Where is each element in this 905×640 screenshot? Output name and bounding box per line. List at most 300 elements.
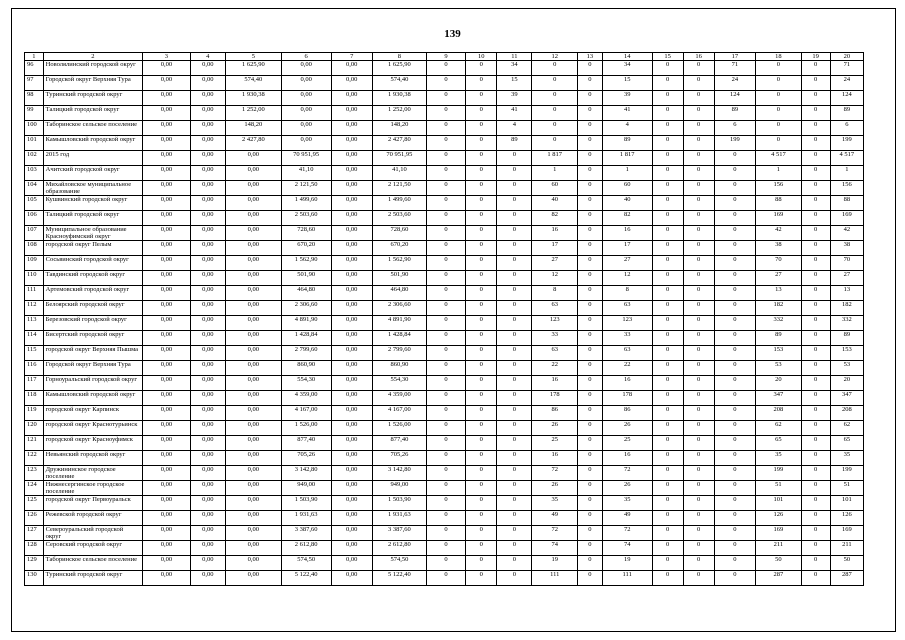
value-cell: 0	[426, 571, 465, 586]
table-row	[25, 166, 864, 181]
value-cell: 0,00	[190, 256, 225, 271]
value-cell: 0	[683, 271, 714, 286]
value-cell: 0	[578, 181, 603, 196]
value-cell: 464,80	[372, 286, 426, 301]
value-cell: 0	[801, 421, 830, 436]
value-cell: 705,26	[281, 451, 331, 466]
value-cell: 1 562,90	[372, 256, 426, 271]
table-row	[25, 481, 864, 496]
value-cell: 0	[801, 541, 830, 556]
value-cell: 0	[497, 361, 532, 376]
value-cell: 0	[756, 76, 802, 91]
value-cell: 2 612,80	[372, 541, 426, 556]
value-cell: 0	[801, 196, 830, 211]
value-cell: 0	[578, 346, 603, 361]
value-cell: 0	[466, 556, 497, 571]
value-cell: 0,00	[143, 541, 191, 556]
value-cell: 123	[532, 316, 578, 331]
value-cell: 0	[683, 286, 714, 301]
value-cell: 0,00	[331, 376, 372, 391]
value-cell: 153	[756, 346, 802, 361]
value-cell: 670,20	[372, 241, 426, 256]
value-cell: 70 951,95	[281, 151, 331, 166]
value-cell: 0,00	[190, 571, 225, 586]
value-cell: 0	[466, 331, 497, 346]
value-cell: 0	[426, 61, 465, 76]
row-number-cell: 96	[25, 61, 44, 76]
value-cell: 1 526,00	[281, 421, 331, 436]
municipality-cell: Михайловское муниципальное образование	[43, 181, 142, 196]
value-cell: 0	[497, 406, 532, 421]
value-cell: 4 359,00	[372, 391, 426, 406]
value-cell: 0	[466, 181, 497, 196]
value-cell: 574,50	[281, 556, 331, 571]
value-cell: 71	[830, 61, 863, 76]
value-cell: 0,00	[190, 361, 225, 376]
value-cell: 0	[497, 316, 532, 331]
value-cell: 0	[578, 136, 603, 151]
value-cell: 0	[652, 256, 683, 271]
value-cell: 0	[466, 376, 497, 391]
value-cell: 0	[652, 241, 683, 256]
value-cell: 0	[652, 541, 683, 556]
value-cell: 0	[532, 91, 578, 106]
value-cell: 0,00	[190, 346, 225, 361]
value-cell: 0	[714, 541, 755, 556]
value-cell: 16	[532, 226, 578, 241]
table-row	[25, 91, 864, 106]
column-header: 4	[190, 53, 225, 61]
value-cell: 74	[532, 541, 578, 556]
row-number-cell: 105	[25, 196, 44, 211]
value-cell: 39	[497, 91, 532, 106]
value-cell: 0	[426, 481, 465, 496]
value-cell: 0	[683, 196, 714, 211]
value-cell: 2 503,60	[281, 211, 331, 226]
value-cell: 0	[714, 271, 755, 286]
table-row	[25, 151, 864, 166]
value-cell: 2 612,80	[281, 541, 331, 556]
value-cell: 53	[756, 361, 802, 376]
value-cell: 949,00	[372, 481, 426, 496]
value-cell: 0	[683, 541, 714, 556]
value-cell: 0	[578, 376, 603, 391]
value-cell: 33	[532, 331, 578, 346]
value-cell: 0,00	[225, 376, 281, 391]
value-cell: 0,00	[143, 361, 191, 376]
value-cell: 62	[756, 421, 802, 436]
value-cell: 0	[683, 421, 714, 436]
value-cell: 0,00	[143, 346, 191, 361]
value-cell: 0	[652, 211, 683, 226]
table-row	[25, 346, 864, 361]
table-row	[25, 76, 864, 91]
value-cell: 501,90	[372, 271, 426, 286]
value-cell: 0	[714, 316, 755, 331]
value-cell: 0,00	[190, 121, 225, 136]
value-cell: 0	[801, 406, 830, 421]
value-cell: 0	[466, 316, 497, 331]
value-cell: 17	[602, 241, 652, 256]
value-cell: 89	[756, 331, 802, 346]
value-cell: 0,00	[190, 421, 225, 436]
value-cell: 0,00	[331, 271, 372, 286]
value-cell: 0	[714, 166, 755, 181]
value-cell: 0	[652, 526, 683, 541]
value-cell: 0	[578, 211, 603, 226]
row-number-cell: 106	[25, 211, 44, 226]
row-number-cell: 125	[25, 496, 44, 511]
value-cell: 0,00	[190, 406, 225, 421]
value-cell: 0,00	[143, 181, 191, 196]
value-cell: 0	[714, 331, 755, 346]
value-cell: 0	[652, 226, 683, 241]
value-cell: 0,00	[225, 556, 281, 571]
value-cell: 0,00	[331, 451, 372, 466]
municipality-cell: городской округ Верхняя Пышма	[43, 346, 142, 361]
value-cell: 0	[497, 196, 532, 211]
value-cell: 22	[602, 361, 652, 376]
value-cell: 0,00	[143, 271, 191, 286]
value-cell: 124	[714, 91, 755, 106]
value-cell: 19	[602, 556, 652, 571]
value-cell: 0	[801, 151, 830, 166]
value-cell: 51	[830, 481, 863, 496]
value-cell: 101	[830, 496, 863, 511]
row-number-cell: 104	[25, 181, 44, 196]
value-cell: 0	[683, 376, 714, 391]
row-number-cell: 101	[25, 136, 44, 151]
value-cell: 0	[426, 451, 465, 466]
value-cell: 4	[602, 121, 652, 136]
value-cell: 0	[683, 151, 714, 166]
row-number-cell: 124	[25, 481, 44, 496]
value-cell: 0,00	[225, 331, 281, 346]
value-cell: 0,00	[225, 466, 281, 481]
value-cell: 0	[683, 181, 714, 196]
municipality-cell: Невьянский городской округ	[43, 451, 142, 466]
municipality-cell: Горноуральский городской округ	[43, 376, 142, 391]
value-cell: 0	[683, 256, 714, 271]
value-cell: 0	[714, 451, 755, 466]
value-cell: 3 387,60	[372, 526, 426, 541]
value-cell: 124	[830, 91, 863, 106]
row-number-cell: 130	[25, 571, 44, 586]
value-cell: 169	[830, 211, 863, 226]
value-cell: 0,00	[190, 466, 225, 481]
value-cell: 0	[652, 301, 683, 316]
value-cell: 0	[652, 556, 683, 571]
page-number: 139	[444, 28, 461, 40]
value-cell: 89	[602, 136, 652, 151]
value-cell: 89	[497, 136, 532, 151]
value-cell: 0	[426, 496, 465, 511]
value-cell: 0	[578, 121, 603, 136]
value-cell: 0	[497, 241, 532, 256]
value-cell: 4 891,90	[372, 316, 426, 331]
value-cell: 0,00	[281, 76, 331, 91]
value-cell: 0	[652, 151, 683, 166]
value-cell: 25	[602, 436, 652, 451]
value-cell: 0	[497, 391, 532, 406]
value-cell: 0	[714, 556, 755, 571]
value-cell: 0	[652, 391, 683, 406]
value-cell: 25	[532, 436, 578, 451]
municipality-cell: Березовский городской округ	[43, 316, 142, 331]
value-cell: 0	[578, 106, 603, 121]
value-cell: 0,00	[143, 391, 191, 406]
value-cell: 0	[714, 511, 755, 526]
municipality-cell: Бисертский городской округ	[43, 331, 142, 346]
value-cell: 0	[466, 526, 497, 541]
value-cell: 0,00	[190, 241, 225, 256]
value-cell: 1 625,90	[225, 61, 281, 76]
value-cell: 0	[801, 376, 830, 391]
value-cell: 0,00	[190, 271, 225, 286]
value-cell: 0,00	[331, 556, 372, 571]
municipality-cell: Новолялинский городской округ	[43, 61, 142, 76]
row-number-cell: 100	[25, 121, 44, 136]
value-cell: 2 306,60	[281, 301, 331, 316]
column-header: 14	[602, 53, 652, 61]
value-cell: 15	[497, 76, 532, 91]
column-header: 13	[578, 53, 603, 61]
value-cell: 0	[652, 181, 683, 196]
value-cell: 0	[652, 436, 683, 451]
value-cell: 0,00	[331, 406, 372, 421]
value-cell: 0	[683, 406, 714, 421]
value-cell: 38	[830, 241, 863, 256]
value-cell: 0	[578, 241, 603, 256]
value-cell: 0	[532, 76, 578, 91]
value-cell: 0,00	[225, 541, 281, 556]
value-cell: 1 817	[602, 151, 652, 166]
value-cell: 0	[683, 76, 714, 91]
row-number-cell: 114	[25, 331, 44, 346]
value-cell: 0,00	[143, 196, 191, 211]
row-number-cell: 103	[25, 166, 44, 181]
municipality-cell: Камышловский городской округ	[43, 136, 142, 151]
table-row	[25, 526, 864, 541]
table-row	[25, 286, 864, 301]
value-cell: 50	[830, 556, 863, 571]
row-number-cell: 118	[25, 391, 44, 406]
municipality-cell: городской округ Первоуральск	[43, 496, 142, 511]
value-cell: 0	[683, 211, 714, 226]
value-cell: 0,00	[190, 181, 225, 196]
value-cell: 0	[578, 556, 603, 571]
value-cell: 0,00	[225, 571, 281, 586]
value-cell: 0,00	[143, 121, 191, 136]
value-cell: 33	[602, 331, 652, 346]
value-cell: 0,00	[190, 76, 225, 91]
value-cell: 1	[756, 166, 802, 181]
municipality-cell: Режевской городской округ	[43, 511, 142, 526]
row-number-cell: 112	[25, 301, 44, 316]
value-cell: 0,00	[143, 466, 191, 481]
value-cell: 0	[683, 481, 714, 496]
municipality-cell: Туринский городской округ	[43, 571, 142, 586]
value-cell: 0	[426, 361, 465, 376]
value-cell: 148,20	[225, 121, 281, 136]
value-cell: 156	[830, 181, 863, 196]
value-cell: 8	[532, 286, 578, 301]
value-cell: 182	[756, 301, 802, 316]
value-cell: 40	[602, 196, 652, 211]
value-cell: 0,00	[190, 61, 225, 76]
value-cell: 0	[683, 241, 714, 256]
value-cell: 0,00	[331, 436, 372, 451]
column-header: 7	[331, 53, 372, 61]
value-cell: 0	[466, 256, 497, 271]
value-cell: 0	[801, 286, 830, 301]
value-cell: 0	[466, 436, 497, 451]
value-cell: 27	[602, 256, 652, 271]
value-cell: 0	[578, 76, 603, 91]
column-header: 9	[426, 53, 465, 61]
table-row	[25, 511, 864, 526]
row-number-cell: 128	[25, 541, 44, 556]
value-cell: 0	[466, 511, 497, 526]
table-row	[25, 181, 864, 196]
value-cell: 2 503,60	[372, 211, 426, 226]
value-cell: 42	[756, 226, 802, 241]
value-cell: 0,00	[331, 466, 372, 481]
row-number-cell: 107	[25, 226, 44, 241]
value-cell: 40	[532, 196, 578, 211]
value-cell: 0	[497, 331, 532, 346]
value-cell: 4 167,00	[281, 406, 331, 421]
value-cell: 0	[578, 436, 603, 451]
value-cell: 4 359,00	[281, 391, 331, 406]
value-cell: 0,00	[225, 451, 281, 466]
value-cell: 0	[652, 76, 683, 91]
value-cell: 2 121,50	[281, 181, 331, 196]
column-header: 3	[143, 53, 191, 61]
value-cell: 101	[756, 496, 802, 511]
table-row	[25, 61, 864, 76]
value-cell: 0,00	[331, 331, 372, 346]
value-cell: 0	[683, 466, 714, 481]
value-cell: 0	[683, 226, 714, 241]
value-cell: 0	[801, 346, 830, 361]
value-cell: 0	[756, 91, 802, 106]
value-cell: 0,00	[225, 241, 281, 256]
value-cell: 20	[830, 376, 863, 391]
value-cell: 0	[497, 496, 532, 511]
value-cell: 26	[602, 481, 652, 496]
value-cell: 0	[652, 271, 683, 286]
value-cell: 0	[578, 331, 603, 346]
data-table	[24, 52, 864, 586]
value-cell: 0	[714, 226, 755, 241]
value-cell: 0	[426, 316, 465, 331]
table-row	[25, 331, 864, 346]
municipality-cell: 2015 год	[43, 151, 142, 166]
value-cell: 0	[801, 181, 830, 196]
value-cell: 0	[426, 256, 465, 271]
value-cell: 72	[532, 466, 578, 481]
value-cell: 0,00	[225, 301, 281, 316]
table-row	[25, 391, 864, 406]
value-cell: 208	[830, 406, 863, 421]
table-row	[25, 541, 864, 556]
value-cell: 65	[756, 436, 802, 451]
value-cell: 111	[532, 571, 578, 586]
value-cell: 949,00	[281, 481, 331, 496]
value-cell: 0,00	[331, 511, 372, 526]
value-cell: 0	[683, 571, 714, 586]
value-cell: 0	[801, 166, 830, 181]
value-cell: 0	[426, 181, 465, 196]
value-cell: 0	[466, 166, 497, 181]
value-cell: 0	[801, 361, 830, 376]
value-cell: 6	[714, 121, 755, 136]
value-cell: 0,00	[143, 376, 191, 391]
municipality-cell: Сосьвинский городской округ	[43, 256, 142, 271]
row-number-cell: 111	[25, 286, 44, 301]
value-cell: 0	[578, 361, 603, 376]
value-cell: 0	[578, 466, 603, 481]
value-cell: 2 799,60	[281, 346, 331, 361]
value-cell: 35	[830, 451, 863, 466]
value-cell: 554,30	[281, 376, 331, 391]
value-cell: 0	[466, 391, 497, 406]
value-cell: 0	[714, 301, 755, 316]
value-cell: 0	[497, 421, 532, 436]
value-cell: 0,00	[143, 151, 191, 166]
table-row	[25, 376, 864, 391]
value-cell: 178	[532, 391, 578, 406]
value-cell: 4 891,90	[281, 316, 331, 331]
value-cell: 0,00	[143, 571, 191, 586]
value-cell: 12	[602, 271, 652, 286]
value-cell: 65	[830, 436, 863, 451]
value-cell: 0	[652, 421, 683, 436]
value-cell: 0	[497, 466, 532, 481]
value-cell: 0	[714, 346, 755, 361]
municipality-cell: Артемовский городской округ	[43, 286, 142, 301]
municipality-cell: Кушвинский городской округ	[43, 196, 142, 211]
value-cell: 0	[714, 361, 755, 376]
value-cell: 0	[652, 466, 683, 481]
value-cell: 0	[714, 406, 755, 421]
value-cell: 0	[683, 331, 714, 346]
value-cell: 0	[652, 91, 683, 106]
value-cell: 4 517	[756, 151, 802, 166]
value-cell: 72	[532, 526, 578, 541]
value-cell: 17	[532, 241, 578, 256]
value-cell: 0,00	[143, 526, 191, 541]
value-cell: 1 526,00	[372, 421, 426, 436]
value-cell: 0	[532, 61, 578, 76]
value-cell: 34	[497, 61, 532, 76]
value-cell: 16	[602, 376, 652, 391]
value-cell: 0	[714, 496, 755, 511]
value-cell: 0	[801, 526, 830, 541]
value-cell: 347	[756, 391, 802, 406]
value-cell: 0	[578, 451, 603, 466]
value-cell: 0	[683, 451, 714, 466]
value-cell: 0	[426, 196, 465, 211]
value-cell: 38	[756, 241, 802, 256]
value-cell: 0	[426, 541, 465, 556]
value-cell: 70 951,95	[372, 151, 426, 166]
value-cell: 1 499,60	[372, 196, 426, 211]
value-cell: 0	[801, 496, 830, 511]
value-cell: 0	[652, 376, 683, 391]
value-cell: 1 503,90	[281, 496, 331, 511]
